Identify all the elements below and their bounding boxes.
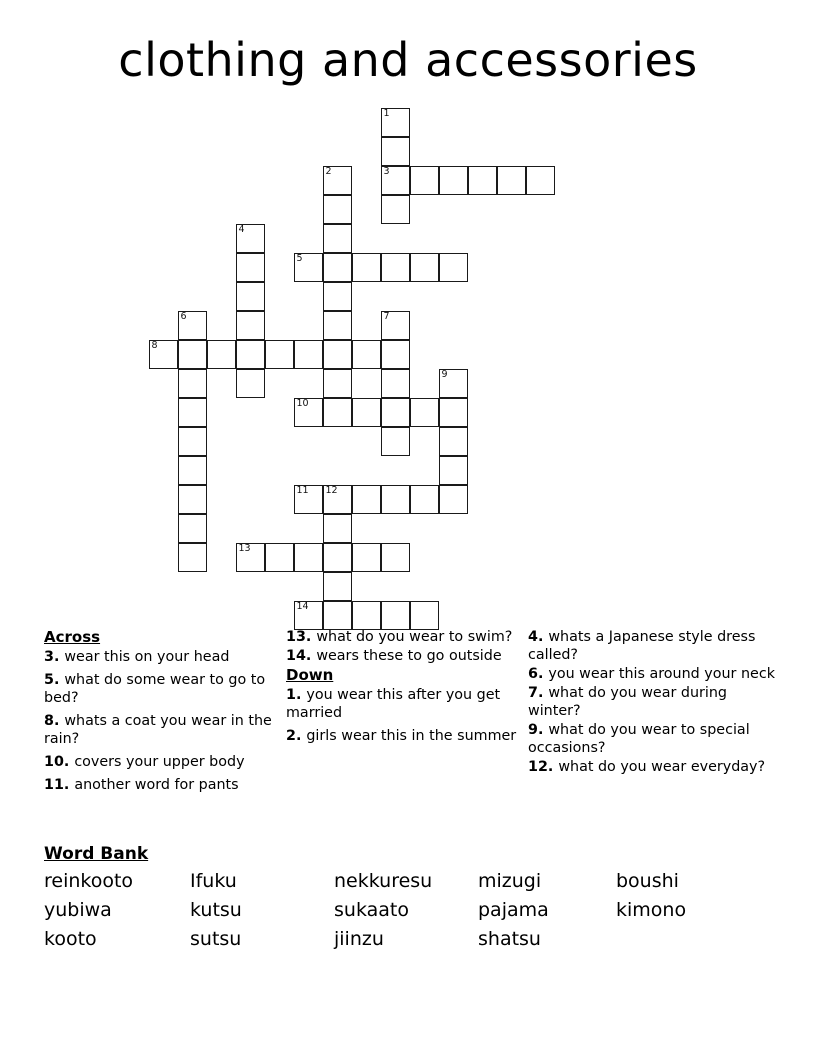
grid-cell[interactable]	[207, 340, 236, 369]
clue-text: covers your upper body	[74, 754, 245, 770]
clue-number: 13.	[286, 629, 317, 645]
clue-number: 2.	[286, 728, 307, 744]
clue-item	[528, 721, 778, 757]
word-bank-word[interactable]: yubiwa	[44, 899, 112, 921]
word-bank-heading: Word Bank	[44, 844, 149, 864]
clue-number: 14.	[286, 648, 317, 664]
grid-cell[interactable]	[352, 485, 381, 514]
grid-cell[interactable]	[323, 340, 352, 369]
grid-cell-number: 8	[151, 340, 158, 351]
grid-cell[interactable]	[381, 543, 410, 572]
clue-text: you wear this around your neck	[548, 666, 775, 682]
grid-cell[interactable]	[439, 485, 468, 514]
grid-cell[interactable]	[410, 398, 439, 427]
clues-column-1	[44, 628, 284, 799]
grid-cell[interactable]	[178, 340, 207, 369]
grid-cell[interactable]	[381, 340, 410, 369]
grid-cell[interactable]	[381, 108, 410, 137]
grid-cell[interactable]	[294, 601, 323, 630]
clue-item	[286, 686, 526, 722]
grid-cell[interactable]	[236, 253, 265, 282]
clue-text: girls wear this in the summer	[306, 728, 517, 744]
grid-cell[interactable]	[381, 485, 410, 514]
grid-cell-number: 7	[383, 311, 390, 322]
clues-column-2	[286, 628, 526, 750]
grid-cell[interactable]	[236, 369, 265, 398]
clue-item	[528, 665, 778, 683]
grid-cell[interactable]	[178, 398, 207, 427]
word-bank-word[interactable]: Ifuku	[190, 870, 237, 892]
word-bank-rows	[44, 867, 784, 954]
grid-cell[interactable]	[439, 427, 468, 456]
grid-cell-number: 13	[238, 543, 251, 554]
word-bank-word[interactable]: sukaato	[334, 899, 409, 921]
word-bank-row	[44, 896, 784, 925]
grid-cell-number: 2	[325, 166, 332, 177]
clue-number: 6.	[528, 666, 549, 682]
grid-cell[interactable]	[294, 543, 323, 572]
grid-cell[interactable]	[410, 601, 439, 630]
clue-item	[44, 671, 284, 707]
grid-cell[interactable]	[178, 456, 207, 485]
clue-number: 7.	[528, 685, 549, 701]
grid-cell[interactable]	[352, 398, 381, 427]
grid-cell[interactable]	[323, 514, 352, 543]
clues-column-3	[528, 628, 778, 777]
grid-cell[interactable]	[352, 543, 381, 572]
word-bank	[44, 843, 784, 954]
grid-cell[interactable]	[410, 485, 439, 514]
grid-cell[interactable]	[323, 224, 352, 253]
clue-item	[44, 753, 284, 771]
grid-cell-number: 6	[180, 311, 187, 322]
grid-cell[interactable]	[323, 601, 352, 630]
clue-text: whats a Japanese style dress called?	[528, 629, 756, 663]
clue-number: 12.	[528, 759, 559, 775]
clue-item	[286, 647, 526, 665]
grid-cell-number: 4	[238, 224, 245, 235]
across-heading: Across	[44, 628, 101, 646]
clue-text: another word for pants	[74, 777, 239, 793]
clue-number: 5.	[44, 672, 65, 688]
grid-cell[interactable]	[439, 456, 468, 485]
grid-cell[interactable]	[323, 282, 352, 311]
grid-cell[interactable]	[439, 253, 468, 282]
clues-section	[0, 628, 816, 838]
word-bank-word[interactable]: jiinzu	[334, 928, 384, 950]
grid-cell[interactable]	[178, 543, 207, 572]
word-bank-word[interactable]: kutsu	[190, 899, 242, 921]
grid-cell-number: 5	[296, 253, 303, 264]
word-bank-word[interactable]: sutsu	[190, 928, 242, 950]
grid-cell[interactable]	[410, 166, 439, 195]
clue-number: 4.	[528, 629, 549, 645]
grid-cell[interactable]	[381, 398, 410, 427]
grid-cell-number: 11	[296, 485, 309, 496]
grid-cell[interactable]	[323, 485, 352, 514]
down-heading: Down	[286, 666, 334, 684]
grid-cell[interactable]	[352, 601, 381, 630]
grid-cell[interactable]	[294, 485, 323, 514]
clue-item	[44, 712, 284, 748]
grid-cell-number: 10	[296, 398, 309, 409]
clue-text: what do you wear to swim?	[316, 629, 513, 645]
clue-item	[44, 776, 284, 794]
grid-cell[interactable]	[178, 427, 207, 456]
clue-number: 9.	[528, 722, 549, 738]
word-bank-word[interactable]: pajama	[478, 899, 549, 921]
grid-cell[interactable]	[236, 340, 265, 369]
word-bank-word[interactable]: kooto	[44, 928, 97, 950]
grid-cell[interactable]	[381, 427, 410, 456]
grid-cell[interactable]	[294, 340, 323, 369]
grid-cell[interactable]	[265, 340, 294, 369]
grid-cell[interactable]	[294, 253, 323, 282]
word-bank-word[interactable]: kimono	[616, 899, 687, 921]
clue-text: wears these to go outside	[316, 648, 502, 664]
grid-cell[interactable]	[381, 369, 410, 398]
grid-cell[interactable]	[323, 311, 352, 340]
grid-cell[interactable]	[381, 601, 410, 630]
clue-text: what do some wear to go to bed?	[44, 672, 266, 706]
grid-cell[interactable]	[439, 166, 468, 195]
grid-cell-number: 1	[383, 108, 390, 119]
clue-text: whats a coat you wear in the rain?	[44, 713, 272, 747]
grid-cell[interactable]	[178, 485, 207, 514]
clue-text: what do you wear to special occasions?	[528, 722, 750, 756]
page-title: clothing and accessories	[118, 33, 698, 87]
grid-cell[interactable]	[352, 340, 381, 369]
clue-number: 3.	[44, 649, 65, 665]
grid-cell[interactable]	[236, 224, 265, 253]
grid-cell[interactable]	[178, 514, 207, 543]
word-bank-word[interactable]: nekkuresu	[334, 870, 433, 892]
grid-cell[interactable]	[323, 543, 352, 572]
grid-cell[interactable]	[381, 166, 410, 195]
clue-item	[286, 628, 526, 646]
grid-cell[interactable]	[439, 369, 468, 398]
grid-cell[interactable]	[468, 166, 497, 195]
grid-cell-number: 14	[296, 601, 309, 612]
grid-cell[interactable]	[294, 398, 323, 427]
clue-number: 11.	[44, 777, 75, 793]
grid-cell[interactable]	[236, 543, 265, 572]
grid-cell[interactable]	[410, 253, 439, 282]
grid-cell[interactable]	[526, 166, 555, 195]
word-bank-row	[44, 925, 784, 954]
grid-cell[interactable]	[323, 166, 352, 195]
word-bank-word[interactable]: mizugi	[478, 870, 542, 892]
grid-cell[interactable]	[265, 543, 294, 572]
clue-number: 8.	[44, 713, 65, 729]
word-bank-row	[44, 867, 784, 896]
grid-cell[interactable]	[381, 137, 410, 166]
word-bank-word[interactable]: shatsu	[478, 928, 541, 950]
grid-cell[interactable]	[178, 369, 207, 398]
word-bank-word[interactable]: reinkooto	[44, 870, 134, 892]
clue-item	[528, 758, 778, 776]
grid-cell[interactable]	[323, 195, 352, 224]
grid-cell[interactable]	[236, 282, 265, 311]
word-bank-word[interactable]: boushi	[616, 870, 679, 892]
clue-item	[528, 684, 778, 720]
grid-cell-number: 3	[383, 166, 390, 177]
grid-cell[interactable]	[236, 311, 265, 340]
clue-text: what do you wear during winter?	[528, 685, 728, 719]
clue-text: you wear this after you get married	[286, 687, 501, 721]
grid-cell[interactable]	[323, 369, 352, 398]
grid-cell[interactable]	[497, 166, 526, 195]
grid-cell[interactable]	[381, 253, 410, 282]
grid-cell[interactable]	[352, 253, 381, 282]
clue-text: what do you wear everyday?	[558, 759, 766, 775]
clue-item	[286, 727, 526, 745]
grid-cell[interactable]	[381, 195, 410, 224]
clue-item	[44, 648, 284, 666]
grid-cell-number: 9	[441, 369, 448, 380]
grid-cell[interactable]	[149, 340, 178, 369]
grid-cell-number: 12	[325, 485, 338, 496]
clue-text: wear this on your head	[64, 649, 230, 665]
clue-number: 1.	[286, 687, 307, 703]
grid-cell[interactable]	[381, 311, 410, 340]
grid-cell[interactable]	[323, 398, 352, 427]
grid-cell[interactable]	[439, 398, 468, 427]
grid-cell[interactable]	[178, 311, 207, 340]
clue-number: 10.	[44, 754, 75, 770]
grid-cell[interactable]	[323, 253, 352, 282]
grid-cell[interactable]	[323, 572, 352, 601]
clue-item	[528, 628, 778, 664]
